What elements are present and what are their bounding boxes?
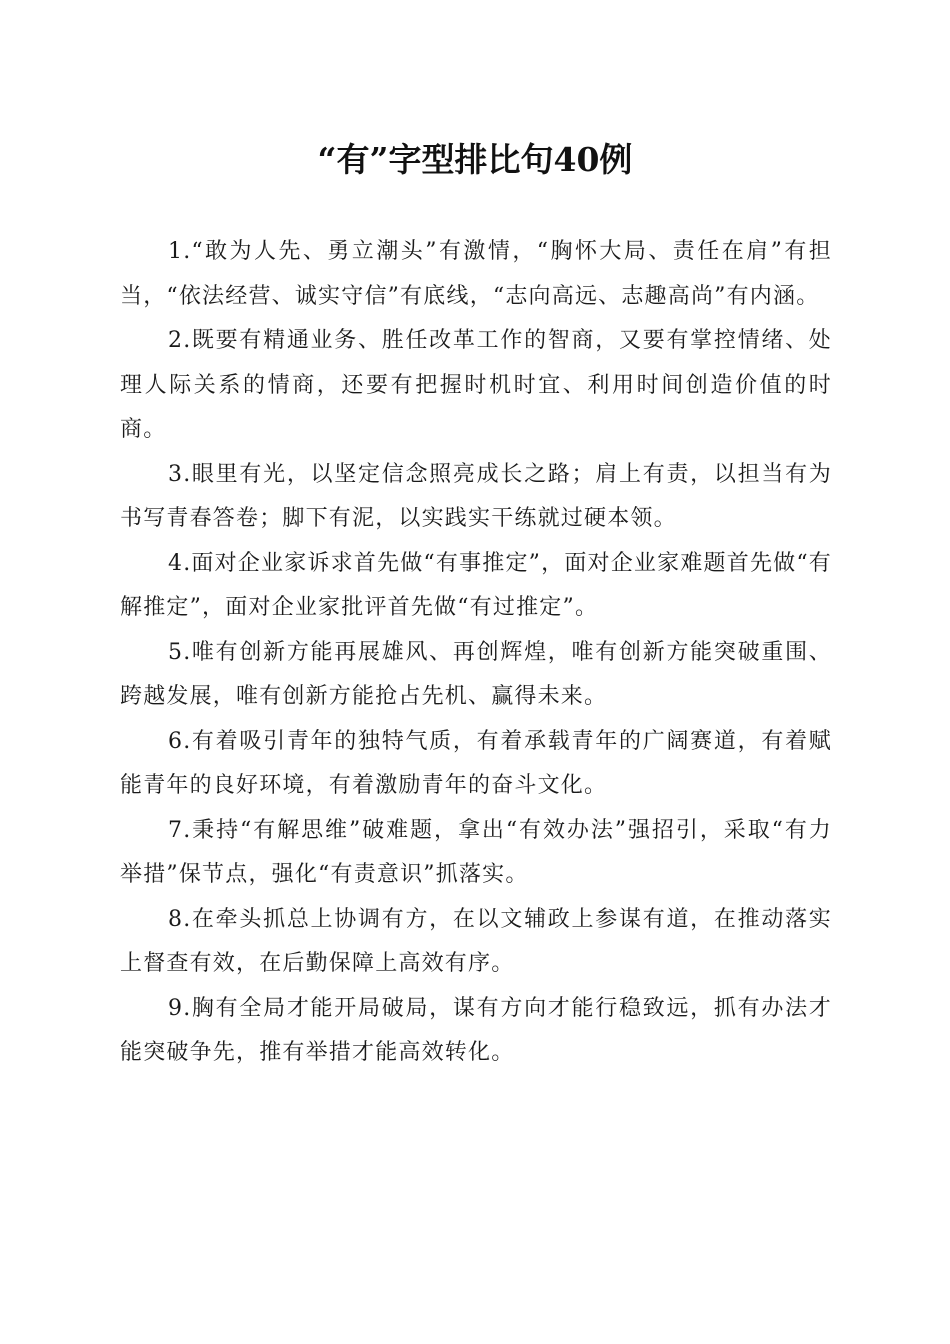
paragraph-1: 1.“敢为人先、勇立潮头”有激情，“胸怀大局、责任在肩”有担当，“依法经营、诚实守信”有底线，“志向高远、志趣高尚”有内涵。 (120, 239, 832, 309)
paragraph-5: 5.唯有创新方能再展雄风、再创辉煌，唯有创新方能突破重围、跨越发展，唯有创新方能抢占先机、赢得未来。 (120, 639, 832, 709)
document-body (120, 230, 832, 1076)
paragraph-7: 7.秉持“有解思维”破难题，拿出“有效办法”强招引，采取“有力举措”保节点，强化“有责意识”抓落实。 (120, 817, 832, 887)
page-title: “有”字型排比句40例 (317, 140, 633, 179)
paragraph-6: 6.有着吸引青年的独特气质，有着承载青年的广阔赛道，有着赋能青年的良好环境，有着激励青年的奋斗文化。 (120, 728, 832, 798)
paragraph-8: 8.在牵头抓总上协调有方，在以文辅政上参谋有道，在推动落实上督查有效，在后勤保障上高效有序。 (120, 906, 832, 976)
paragraph-3: 3.眼里有光，以坚定信念照亮成长之路；肩上有责，以担当有为书写青春答卷；脚下有泥，以实践实干练就过硬本领。 (120, 461, 832, 531)
paragraph-4: 4.面对企业家诉求首先做“有事推定”，面对企业家难题首先做“有解推定”，面对企业家批评首先做“有过推定”。 (120, 550, 832, 620)
paragraph-9: 9.胸有全局才能开局破局，谋有方向才能行稳致远，抓有办法才能突破争先，推有举措才能高效转化。 (120, 995, 832, 1065)
paragraph-2: 2.既要有精通业务、胜任改革工作的智商，又要有掌控情绪、处理人际关系的情商，还要有把握时机时宜、利用时间创造价值的时商。 (120, 328, 832, 442)
